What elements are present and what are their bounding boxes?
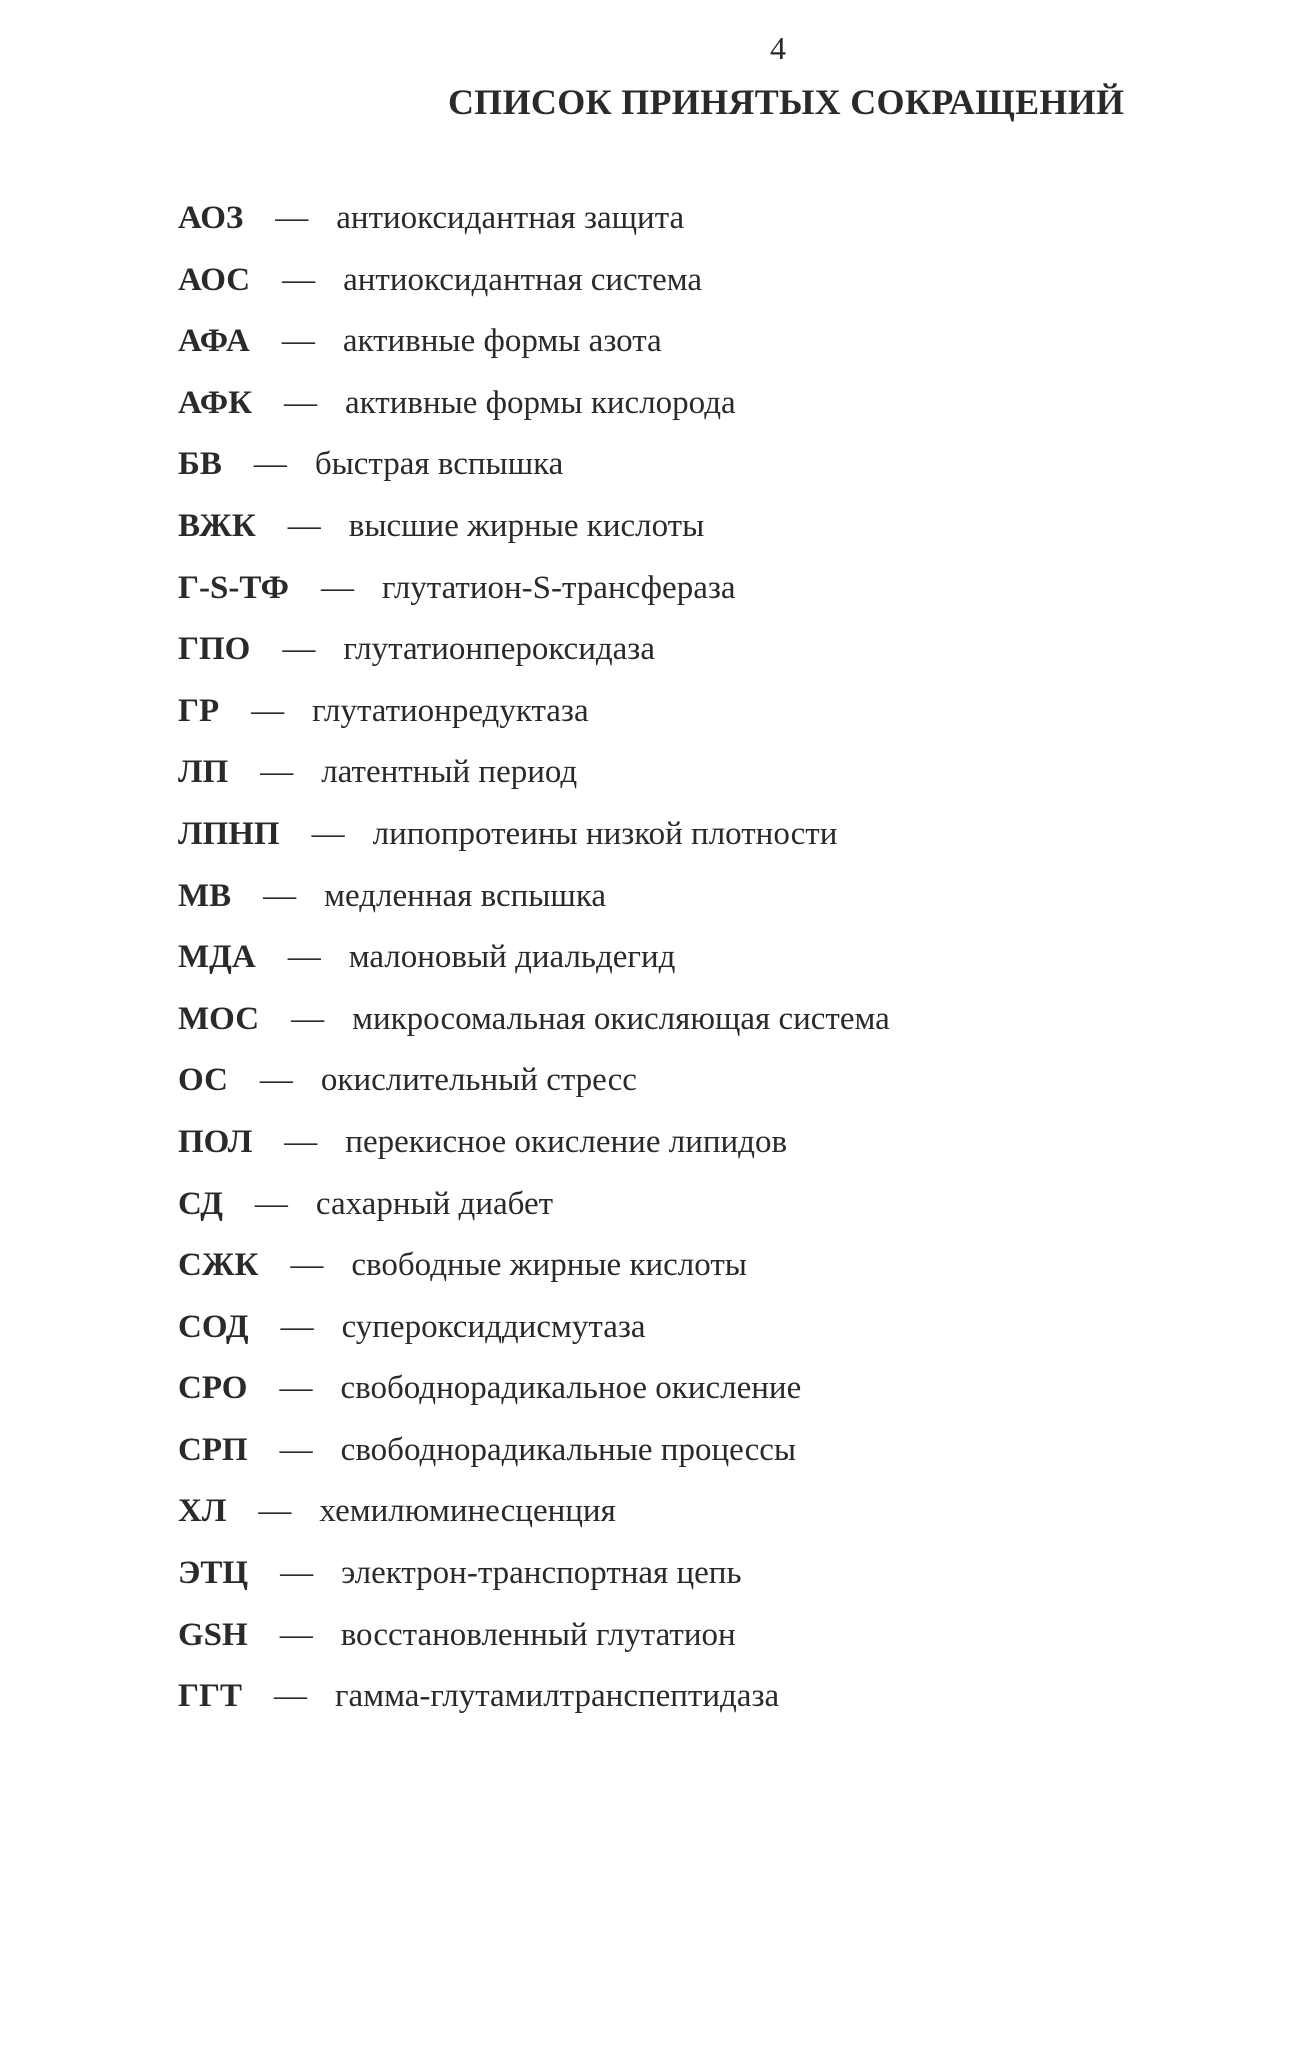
abbreviation-term: ГГТ [178, 1678, 243, 1715]
abbreviation-row [178, 754, 890, 816]
abbreviation-term: АФА [178, 323, 250, 360]
abbreviation-dash: — [281, 323, 315, 360]
abbreviation-term: МДА [178, 939, 256, 976]
abbreviation-definition: восстановленный глутатион [340, 1616, 736, 1653]
abbreviation-definition: микросомальная окисляющая система [352, 1000, 890, 1037]
abbreviation-dash: — [311, 815, 345, 852]
abbreviation-term: ЛПНП [178, 815, 280, 852]
abbreviation-dash: — [287, 507, 321, 544]
abbreviation-term: ПОЛ [178, 1123, 253, 1160]
abbreviation-definition: глутатионпероксидаза [343, 631, 655, 668]
abbreviation-dash: — [253, 446, 287, 483]
abbreviation-row [178, 508, 890, 570]
abbreviation-definition: активные формы кислорода [345, 384, 736, 421]
abbreviation-definition: окислительный стресс [320, 1062, 637, 1099]
abbreviation-term: ОС [178, 1062, 228, 1099]
abbreviation-term: ЭТЦ [178, 1555, 249, 1592]
abbreviation-row [178, 1001, 890, 1063]
abbreviation-dash: — [280, 1308, 314, 1345]
abbreviation-definition: глутатионредуктаза [312, 692, 589, 729]
abbreviation-dash: — [254, 1185, 288, 1222]
abbreviation-dash: — [263, 877, 297, 914]
abbreviation-definition: латентный период [321, 754, 578, 791]
abbreviation-term: БВ [178, 446, 222, 483]
abbreviation-definition: супероксиддисмутаза [341, 1308, 646, 1345]
abbreviation-definition: антиоксидантная система [343, 261, 703, 298]
abbreviation-row [178, 1555, 890, 1617]
abbreviation-dash: — [282, 631, 316, 668]
abbreviation-term: ХЛ [178, 1493, 227, 1530]
abbreviation-term: Г-S-ТФ [178, 569, 289, 606]
abbreviation-row [178, 323, 890, 385]
abbreviation-dash: — [290, 1247, 324, 1284]
abbreviation-definition: гамма-глутамилтранспептидаза [335, 1678, 780, 1715]
abbreviation-dash: — [258, 1493, 292, 1530]
abbreviation-dash: — [260, 754, 294, 791]
abbreviation-dash: — [274, 1678, 308, 1715]
abbreviation-row [178, 446, 890, 508]
abbreviation-row [178, 1124, 890, 1186]
abbreviation-term: СРП [178, 1431, 248, 1468]
abbreviation-term: СД [178, 1185, 223, 1222]
abbreviation-dash: — [284, 384, 318, 421]
abbreviation-row [178, 1493, 890, 1555]
abbreviation-row [178, 693, 890, 755]
abbreviation-row [178, 816, 890, 878]
abbreviation-definition: глутатион-S-трансфераза [381, 569, 736, 606]
abbreviation-definition: свободнорадикальное окисление [340, 1370, 802, 1407]
abbreviation-definition: быстрая вспышка [314, 446, 564, 483]
abbreviation-row [178, 262, 890, 324]
abbreviation-row [178, 1309, 890, 1371]
abbreviation-term: СРО [178, 1370, 248, 1407]
abbreviation-row [178, 939, 890, 1001]
abbreviation-term: GSH [178, 1616, 248, 1653]
abbreviation-term: СОД [178, 1308, 249, 1345]
abbreviation-dash: — [279, 1431, 313, 1468]
abbreviation-dash: — [284, 1123, 318, 1160]
abbreviation-row [178, 1432, 890, 1494]
abbreviation-definition: активные формы азота [342, 323, 662, 360]
abbreviation-row [178, 878, 890, 940]
abbreviation-term: ЛП [178, 754, 229, 791]
abbreviation-dash: — [320, 569, 354, 606]
abbreviation-definition: свободные жирные кислоты [351, 1247, 747, 1284]
abbreviation-term: СЖК [178, 1247, 259, 1284]
abbreviation-list [178, 200, 890, 1740]
abbreviation-row [178, 631, 890, 693]
abbreviation-dash: — [279, 1370, 313, 1407]
abbreviation-definition: электрон-транспортная цепь [341, 1555, 742, 1592]
abbreviation-row [178, 570, 890, 632]
abbreviation-term: АОС [178, 261, 251, 298]
abbreviation-definition: сахарный диабет [315, 1185, 554, 1222]
abbreviation-term: МОС [178, 1000, 260, 1037]
abbreviation-dash: — [259, 1062, 293, 1099]
abbreviation-dash: — [287, 939, 321, 976]
abbreviation-definition: перекисное окисление липидов [345, 1123, 788, 1160]
abbreviation-definition: антиоксидантная защита [336, 200, 685, 236]
abbreviation-row [178, 200, 890, 262]
page-number: 4 [770, 30, 786, 66]
abbreviation-term: МВ [178, 877, 232, 914]
abbreviation-term: АОЗ [178, 200, 244, 236]
abbreviation-term: ВЖК [178, 507, 256, 544]
abbreviation-dash: — [275, 200, 309, 236]
abbreviation-row [178, 1678, 890, 1740]
abbreviation-definition: липопротеины низкой плотности [372, 815, 838, 852]
abbreviation-row [178, 1370, 890, 1432]
abbreviation-row [178, 1186, 890, 1248]
abbreviation-term: ГР [178, 692, 220, 729]
abbreviation-dash: — [291, 1000, 325, 1037]
abbreviation-row [178, 385, 890, 447]
abbreviation-definition: высшие жирные кислоты [348, 507, 705, 544]
abbreviation-definition: медленная вспышка [324, 877, 607, 914]
abbreviation-term: ГПО [178, 631, 251, 668]
abbreviation-dash: — [280, 1555, 314, 1592]
abbreviation-dash: — [282, 261, 316, 298]
abbreviation-dash: — [279, 1616, 313, 1653]
abbreviation-dash: — [251, 692, 285, 729]
abbreviation-definition: малоновый диальдегид [348, 939, 676, 976]
abbreviation-definition: хемилюминесценция [319, 1493, 616, 1530]
abbreviation-row [178, 1247, 890, 1309]
page-title: СПИСОК ПРИНЯТЫХ СОКРАЩЕНИЙ [448, 82, 1125, 122]
abbreviation-row [178, 1617, 890, 1679]
abbreviation-definition: свободнорадикальные процессы [340, 1431, 797, 1468]
abbreviation-term: АФК [178, 384, 253, 421]
abbreviation-row [178, 1062, 890, 1124]
